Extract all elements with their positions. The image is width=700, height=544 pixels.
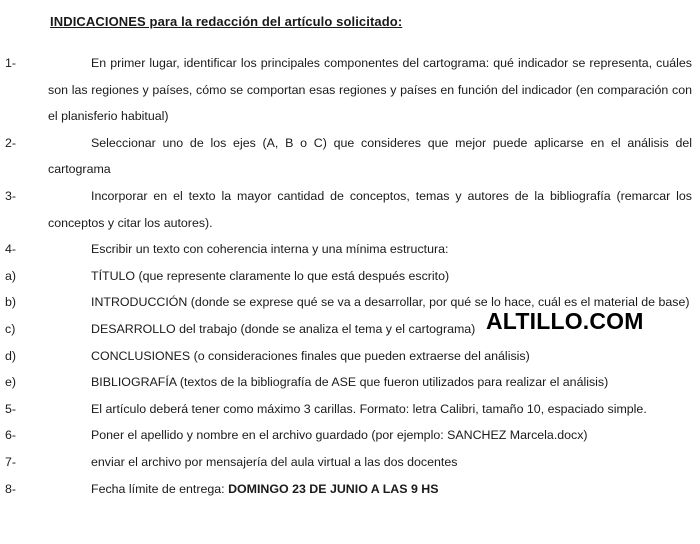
list-item [5,396,692,423]
item-marker: c) [5,321,16,336]
watermark: ALTILLO.COM [486,308,644,334]
item-text: Incorporar en el texto la mayor cantidad de conceptos, temas y autores de la bibliografía (remarcar los conceptos y citar los autores). [48,188,692,230]
list-item [5,236,692,263]
item-text: INTRODUCCIÓN (donde se exprese qué se va a desarrollar, por qué se lo hace, cuál es el material de base) [91,295,690,310]
list-item [5,449,692,476]
list-item [5,343,692,370]
list-item [5,263,692,290]
item-marker: 4- [5,242,17,257]
item-marker: 1- [5,56,17,70]
item-text: TÍTULO (que represente claramente lo que está después escrito) [91,268,450,283]
item-marker: b) [5,295,17,310]
list-item [5,183,692,236]
list-item [5,369,692,396]
deadline-label: Fecha límite de entrega: [91,481,229,496]
list-item [5,130,692,183]
item-marker: 8- [5,481,17,496]
list-item [5,422,692,449]
item-marker: 3- [5,188,17,203]
item-marker: 5- [5,401,17,416]
deadline-date: DOMINGO 23 DE JUNIO A LAS 9 HS [228,481,439,496]
item-marker: a) [5,268,17,283]
item-text: enviar el archivo por mensajería del aula virtual a las dos docentes [91,454,458,469]
item-text: Poner el apellido y nombre en el archivo guardado (por ejemplo: SANCHEZ Marcela.docx) [91,428,588,443]
instruction-list [5,50,692,502]
item-marker: d) [5,348,17,363]
item-marker: 7- [5,454,17,469]
item-text: Seleccionar uno de los ejes (A, B o C) que consideres que mejor puede aplicarse en el análisis del cartograma [48,135,692,177]
item-marker: 2- [5,135,17,150]
item-text: DESARROLLO del trabajo (donde se analiza el tema y el cartograma) [91,321,476,336]
item-text: En primer lugar, identificar los principales componentes del cartograma: qué indicador se representa, cuáles son las regiones y países, cómo se comportan esas regiones y países en función del indicador (en comparación con el planisferio habitual) [48,56,692,124]
document-heading: INDICACIONES para la redacción del artículo solicitado: [50,14,403,29]
item-marker: 6- [5,428,17,443]
item-text: El artículo deberá tener como máximo 3 carillas. Formato: letra Calibri, tamaño 10, espaciado simple. [91,401,647,416]
item-text: CONCLUSIONES (o consideraciones finales que pueden extraerse del análisis) [91,348,530,363]
list-item [5,50,692,130]
deadline-item [5,476,692,503]
item-text: BIBLIOGRAFÍA (textos de la bibliografía de ASE que fueron utilizados para realizar el análisis) [91,375,609,390]
item-text: Escribir un texto con coherencia interna y una mínima estructura: [91,242,449,257]
item-marker: e) [5,375,17,390]
